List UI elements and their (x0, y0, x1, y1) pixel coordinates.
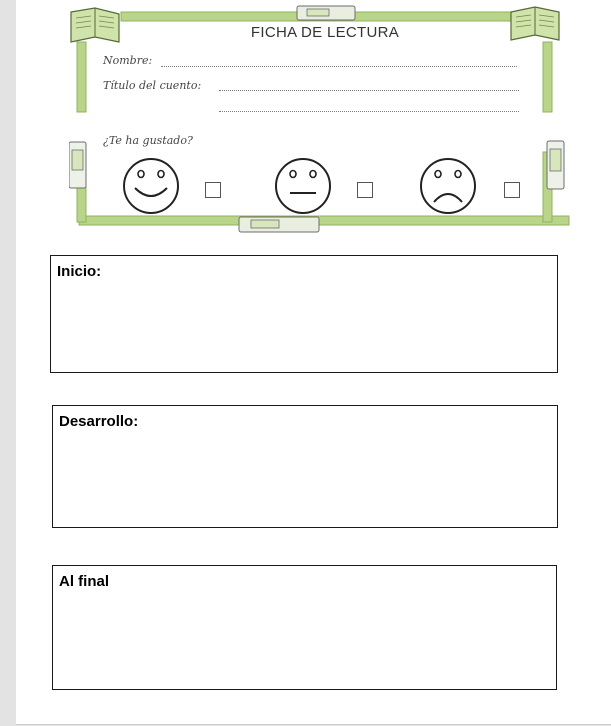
standing-book-right-icon (547, 141, 564, 189)
inicio-box[interactable] (50, 255, 558, 373)
closed-book-top-icon (297, 6, 355, 20)
happy-checkbox[interactable] (205, 182, 221, 198)
final-label: Al final (59, 573, 110, 590)
titulo-label: Título del cuento: (103, 79, 202, 92)
reading-card-header (69, 4, 581, 238)
gustado-label: ¿Te ha gustado? (103, 134, 193, 147)
closed-book-bottom-icon (239, 217, 319, 232)
sad-face-icon (421, 159, 475, 213)
standing-book-left-icon (69, 142, 86, 188)
final-box[interactable] (52, 565, 557, 690)
card-title: FICHA DE LECTURA (250, 24, 400, 41)
document-page (16, 0, 611, 725)
desarrollo-label: Desarrollo: (59, 413, 139, 430)
desarrollo-box[interactable] (52, 405, 558, 528)
neutral-face-icon (276, 159, 330, 213)
neutral-checkbox[interactable] (357, 182, 373, 198)
titulo-line[interactable] (219, 90, 519, 91)
inicio-label: Inicio: (57, 263, 102, 280)
titulo-line-2[interactable] (219, 111, 519, 112)
sad-checkbox[interactable] (504, 182, 520, 198)
nombre-line[interactable] (161, 66, 517, 67)
nombre-label: Nombre: (103, 54, 153, 67)
happy-face-icon (124, 159, 178, 213)
